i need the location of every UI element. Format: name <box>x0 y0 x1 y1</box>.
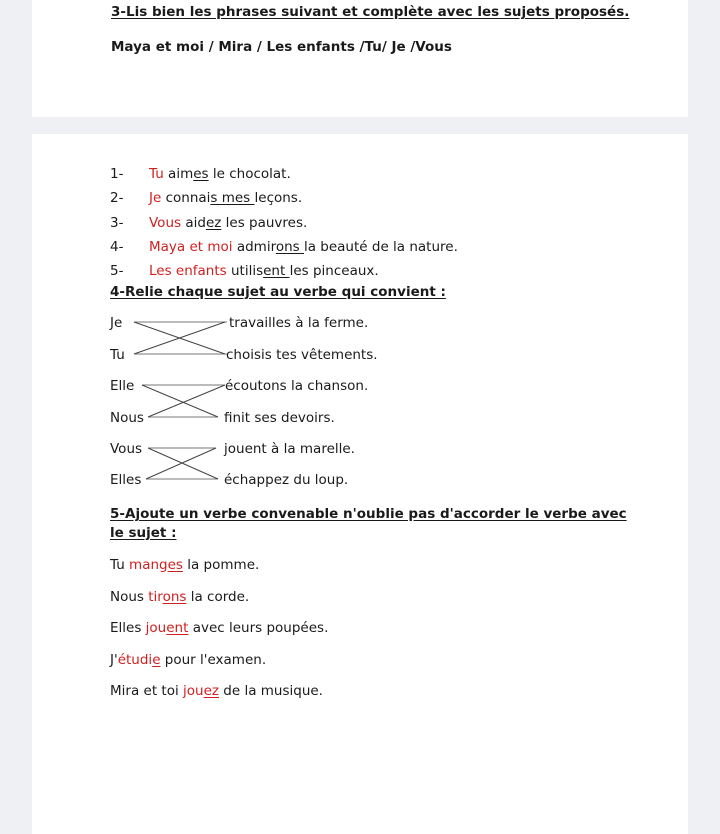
match-verb: finit ses devoirs. <box>224 410 335 426</box>
match-subject: Elle <box>110 378 135 394</box>
item-text: pour l'examen. <box>160 651 267 668</box>
item-text: utilis <box>226 263 264 280</box>
match-subject: Je <box>110 315 123 331</box>
exercise-5-title-line-1: 5-Ajoute un verbe convenable n'oublie pas d'accorder le verbe avec <box>110 506 627 522</box>
exercise-5-title-line-2: le sujet : <box>110 525 177 541</box>
item-text: la pomme. <box>182 557 260 573</box>
exercise-4-title: 4-Relie chaque sujet au verbe qui convient : <box>110 284 446 300</box>
item-subject: Tu <box>149 166 164 182</box>
item-verb-ending: e <box>152 651 161 668</box>
item-text: connai <box>161 190 211 207</box>
item-text: les pauvres. <box>221 214 308 231</box>
item-text: la corde. <box>186 588 250 605</box>
item-text: de la musique. <box>218 683 323 699</box>
exercise-5-item <box>110 619 328 637</box>
match-verb: jouent à la marelle. <box>224 441 355 457</box>
item-text: la beauté de la nature. <box>303 238 458 255</box>
item-text: les pinceaux. <box>289 263 379 280</box>
item-number: 5- <box>110 263 124 280</box>
page-2 <box>32 134 688 834</box>
item-subject: Nous <box>110 588 149 605</box>
match-subject: Vous <box>110 441 143 457</box>
page-1 <box>32 0 688 117</box>
item-subject: Les enfants <box>149 263 227 280</box>
item-ending: es <box>193 166 209 182</box>
item-text: leçons. <box>254 190 303 207</box>
item-number: 1- <box>110 166 124 182</box>
item-verb-stem: tir <box>148 588 163 605</box>
item-subject: Tu <box>110 557 130 573</box>
item-text: aim <box>163 166 194 182</box>
item-verb-ending: ent <box>166 620 189 636</box>
match-subject: Elles <box>110 472 142 488</box>
item-ending: ons <box>275 238 304 255</box>
item-ending: s mes <box>210 190 255 207</box>
item-subject: J' <box>110 651 118 668</box>
exercise-5-item <box>110 682 323 700</box>
item-number: 3- <box>110 214 124 231</box>
item-subject: Je <box>149 190 162 207</box>
match-verb: choisis tes vêtements. <box>226 347 378 363</box>
item-text: le chocolat. <box>208 166 291 182</box>
match-subject: Nous <box>110 410 144 426</box>
item-verb-stem: étudi <box>117 651 153 668</box>
item-subject: Vous <box>149 214 182 231</box>
item-subject: Elles <box>110 620 146 636</box>
item-verb-stem: mang <box>129 557 168 573</box>
item-number: 4- <box>110 238 124 255</box>
match-verb: échappez du loup. <box>224 472 349 488</box>
item-verb-ending: ez <box>203 683 219 699</box>
item-number: 2- <box>110 190 124 207</box>
item-text: aid <box>181 214 206 231</box>
match-subject: Tu <box>110 347 125 363</box>
match-verb: travailles à la ferme. <box>229 315 369 331</box>
exercise-3-subjects: Maya et moi / Mira / Les enfants /Tu/ Je /Vous <box>111 39 452 55</box>
item-text: admir <box>232 238 276 255</box>
item-ending: ez <box>205 214 222 231</box>
item-subject: Maya et moi <box>149 238 233 255</box>
item-verb-stem: jou <box>183 683 204 699</box>
exercise-5-item <box>110 556 259 574</box>
item-verb-stem: jou <box>145 620 167 636</box>
item-text: avec leurs poupées. <box>188 620 329 636</box>
exercise-3-title: 3-Lis bien les phrases suivant et complète avec les sujets proposés. <box>111 4 630 20</box>
exercise-5-item <box>110 588 249 606</box>
match-verb: écoutons la chanson. <box>225 378 369 394</box>
item-verb-ending: ons <box>162 588 187 605</box>
item-verb-ending: es <box>167 557 183 573</box>
item-subject: Mira et toi <box>110 683 183 699</box>
item-ending: ent <box>263 263 290 280</box>
exercise-5-item <box>110 651 266 669</box>
